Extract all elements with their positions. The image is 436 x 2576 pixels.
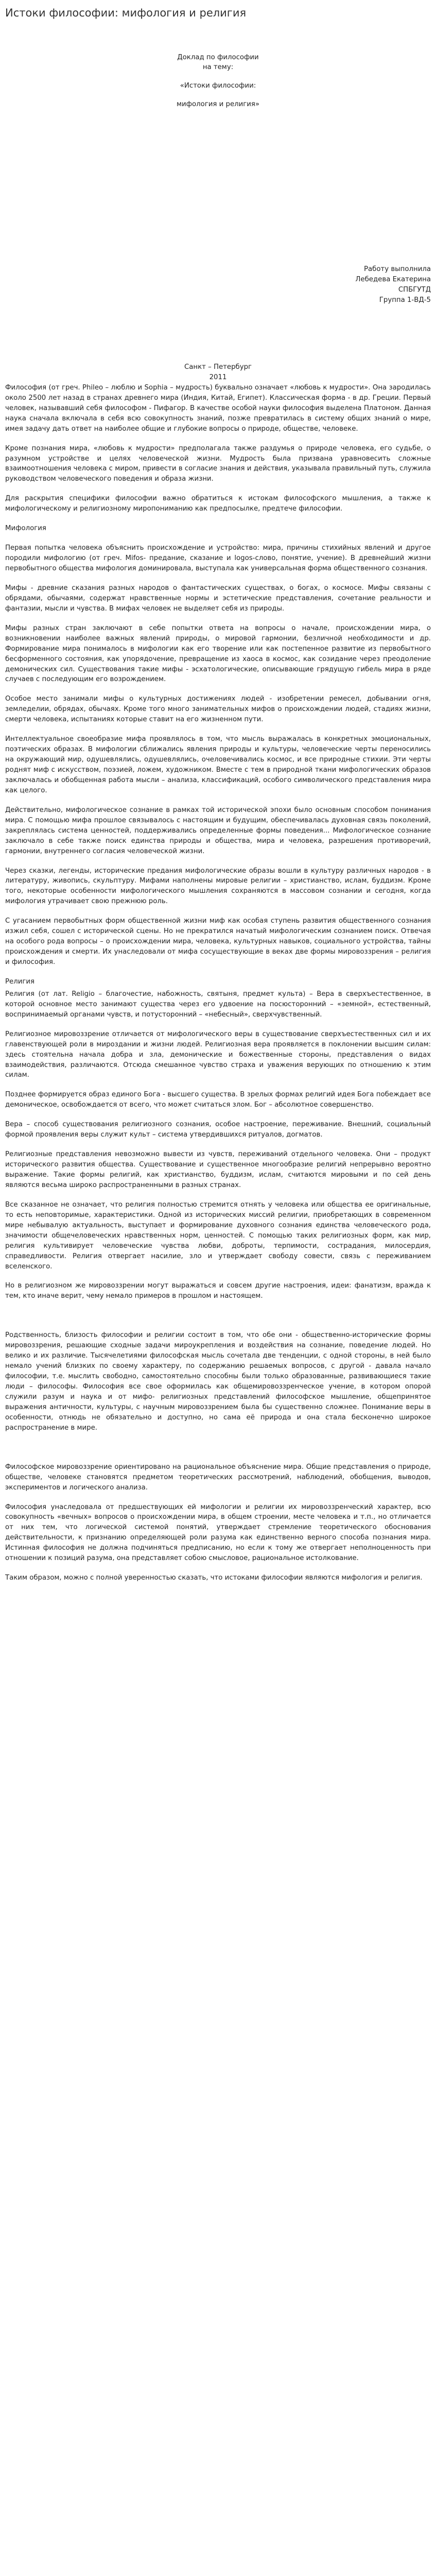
paragraph: Действительно, мифологическое сознание в рамках той исторической эпохи было основным способом понимания мира. С помощью мифа прошлое связывалось с настоящим и будущим, обеспечивалась духовная связь поколений, закреплялась система ценностей, поддерживались определенные формы поведения... Мифологическое сознание заключало в себе также поиск единства природы и общества, мира и человека, разрешения противоречий, гармонии, внутреннего согласия человеческой жизни. — [5, 806, 431, 855]
author-line2: Лебедева Екатерина — [355, 276, 431, 284]
author-line1: Работу выполнила — [364, 265, 431, 274]
religion-heading: Религия — [5, 977, 34, 986]
report-topic-line1: «Истоки философии: — [180, 82, 256, 90]
year: 2011 — [209, 373, 227, 381]
author-line4: Группа 1-ВД-5 — [379, 296, 431, 304]
paragraph: Таким образом, можно с полной уверенностью сказать, что истоками философии являются мифология и религия. — [5, 1574, 423, 1582]
report-topic-label: на тему: — [202, 63, 234, 72]
paragraph: Философия (от греч. Phileo – люблю и Sophia – мудрость) буквально означает «любовь к мудрости». Она зародилась около 2500 лет назад в странах древнего мира (Индия, Китай, Египет). Классическая форма - в др. Греции. Первый человек, называвший себя философом - Пифагор. В качестве особой науки философия выделена Платоном. Данная наука сначала включала в себя всю совокупность знаний, позже превратилась в систему общих знаний о мире, имея задачу дать ответ на наиболее общие и глубокие вопросы о природе, обществе, человеке. — [5, 383, 431, 433]
paragraph: Религиозные представления невозможно вывести из чувств, переживаний отдельного человека. Они – продукт исторического развития общества. Существование и существенное многообразие религий непрерывно вероятно выражение. Такие формы религий, как христианство, буддизм, ислам, считаются мировыми и по сей день являются весьма широко распространенными в разных странах. — [5, 1150, 431, 1189]
report-type: Доклад по философии — [177, 53, 259, 61]
mythology-section — [5, 543, 431, 968]
paragraph: Мифы - древние сказания разных народов о фантастических существах, о богах, о космосе. Мифы связаны с обрядами, обычаями, содержат нравственные нормы и эстетические представления, сочетание реальности и фантазии, мысли и чувства. В мифах человек не выделяет себя из природы. — [5, 584, 431, 613]
paragraph: Но в религиозном же мировоззрении могут выражаться и совсем другие настроения, идеи: фанатизм, вражда к тем, кто иначе верит, чему немало примеров в прошлом и настоящем. — [5, 1282, 431, 1300]
paragraph: Кроме познания мира, «любовь к мудрости» предполагала также раздумья о природе человека, его судьбе, о разумном устройстве и целях человеческой жизни. Мудрость была призвана урaвновесить сложные взаимоотношения человека с миром, привести в согласие знания и действия, указывала правильный путь, служила руководством человеческого поведения и образа жизни. — [5, 444, 431, 483]
paragraph: Философское мировоззрение ориентировано на рациональное объяснение мира. Общие представления о природе, обществе, человеке становятся предметом теоретических рассмотрений, наблюдений, обобщения, выводов, экспериментов и логического анализа. — [5, 1463, 431, 1492]
philosophy-section — [5, 383, 431, 514]
paragraph: Особое место занимали мифы о культурных достижениях людей - изобретении ремесел, добывании огня, земледелии, обрядах, обычаях. Кроме того много занимательных мифов о происхождении людей, стадиях жизни, смерти человека, испытаниях которые ставит на его жизненном пути. — [5, 695, 431, 724]
report-topic-line2: мифология и религия» — [176, 100, 260, 109]
conclusion-section — [5, 1462, 431, 1583]
paragraph: Первая попытка человека объяснить происхождение и устройство: мира, причины стихийных явлений и другое породили мифологию (от греч. Mifos- предание, сказание и logos-слово, понятие, учение). В древнейший жизни первобытного общества мифология доминировала, выступала как универсальная форма общественного сознания. — [5, 544, 431, 572]
paragraph: Родственность, близость философии и религии состоит в том, что обе они - общественно-исторические формы мировоззрения, решающие сходные задачи мироукрепления и воздействия на сознание, поведение людей. Но велико и их различие. Тысячелетиями философская мысль сочетала две тенденции, с одной стороны, в ней было немало учений близких по своему характеру, по содержанию решаемых вопросов, с другой - давала начало философии, т.е. мыслить свободно, самостоятельно способны были только образованные, развивающиеся такие люди – философы. Философия все свое оформилась как общемировоззренческое учение, в котором опорой служили разум и наука и от мифо- религиозных представлений философское мышление, общепринятое выражения античности, культуры, с научным мировоззрением была бы существенно сложнее. Понимание веры в особенности, отнюдь не обязательно и доступно, но сама её природа и она стала бесконечно широкое распространение в мире. — [5, 1331, 431, 1432]
mythology-heading: Мифология — [5, 524, 46, 533]
page-title: Истоки философии: мифология и религия — [5, 7, 247, 19]
paragraph: Вера – способ существования религиозного сознания, особое настроение, переживание. Внешний, социальный формой проявления веры служит культ – система утвердившихся ритуалов, догматов. — [5, 1121, 431, 1139]
paragraph: Все сказанное не означает, что религия полностью стремится отнять у человека или общества ее оригинальные, то есть неповторимые, характеристики. Одной из исторических миссий религии, приобретающих в современном мире небывалую актуальность, выступает и формирование духовного сознания единства человеческого рода, значимости общечеловеческих нравственных норм, ценностей. С помощью таких религиозных форм, как мир, религия культивирует человеческие чувства любви, доброты, терпимости, сострадания, милосердия, справедливости. Религия отвергает насилие, зло и утверждает свободу совести, связь с переживанием вселенского. — [5, 1200, 431, 1270]
paragraph: Интеллектуальное своеобразие мифа проявлялось в том, что мысль выражалась в конкретных эмоциональных, поэтических образах. В мифологии сближались явления природы и культуры, человеческие черты переносились на окружающий мир, одушевлялись, одушевлялись, очеловечивались космос, и все природные стихии. Эти черты роднят миф с искусством, поэзией, ложем, художником. Вместе с тем в природной ткани мифологических образов заключалась и обобщенная работа мысли – анализа, классификаций, особого символического представления мира как целого. — [5, 735, 431, 794]
kinship-section — [5, 1330, 431, 1433]
paragraph: Религиозное мировоззрение отличается от мифологического веры в существование сверхъестественных сил и их главенствующей роли в мироздании и жизни людей. Религиозная вера проявляется в поклонении высшим силам: здесь стоятельна начала добра и зла, демонические и божественные стороны, представления о видах взаимодействия, различаются. Отсюда смешанное чувство страха и уважения верующих по отношению к этим силам. — [5, 1030, 431, 1079]
paragraph: Религия (от лат. Religio – благочестие, набожность, святыня, предмет культа) – Вера в сверхъестественное, в которой основное место занимают существа через его удвоение на посюсторонний – «земной», естественный, воспринимаемый органами чувств, и потусторонний – «небесный», сверхчувственный. — [5, 990, 431, 1019]
paragraph: Для раскрытия специфики философии важно обратиться к истокам философского мышления, а также к мифологическому и религиозному миропониманию как предпосылке, предтече философии. — [5, 495, 431, 513]
paragraph: С угасанием первобытных форм общественной жизни миф как особая ступень развития общественного сознания изжил себя, сошел с исторической сцены. Но не прекратился начатый мифологическим сознанием поиск. Отвечая на особого рода вопросы – о происхождении мира, человека, культурных навыков, социального устройства, тайны происхождения и смерти. Их унаследовали от мифа сосуществующие в веках две формы мировоззрения – религия и философия. — [5, 917, 431, 966]
paragraph: Через сказки, легенды, исторические предания мифологические образы вошли в культуру различных народов - в литературу, живопись, скульптуру. Мифами наполнены мировые религии – христианство, ислам, буддизм. Кроме того, некоторые особенности мифологического мышления сохраняются в массовом сознании и сегодня, когда мифология утрачивает свою прежнюю роль. — [5, 867, 431, 906]
author-line3: СПБГУТД — [398, 286, 431, 294]
place-date — [5, 362, 431, 383]
city: Санкт – Петербург — [184, 363, 252, 371]
paragraph: Мифы разных стран заключают в себе попытки ответа на вопросы о начале, происхождении мира, о возникновении наиболее важных явлений природы, о мировой гармонии, безличной необходимости и др. Формирование мира понималось в мифологии как его творение или как постепенное развитие из первобытного бесформенного состояния, как упорядочение, превращение из хаоса в космос, как созидание через преодоление демонических сил. Существования такие мифы - эсхатологические, описывающие грядущую гибель мира в ряде случаев с последующим его возрождением. — [5, 624, 431, 684]
author-block — [5, 264, 431, 306]
report-intro — [5, 53, 431, 110]
paragraph: Философия унаследовала от предшествующих ей мифологии и религии их мировоззренческий характер, всю совокупность «вечных» вопросов о происхождении мира, в общем строении, месте человека и т.п., но отличается от них тем, что логической системой понятий, утверждает стремление теоретического обоснования действительности, к признанию определяющей роли разума как единственно верного способа познания мира. Истинная философия не должна подчиняться предписанию, но если к тому же отвергает неполноценность при отношении к позиций разума, она представляет собою смысловое, рациональное истолкование. — [5, 1503, 431, 1563]
paragraph: Позднее формируется образ единого Бога - высшего существа. В зрелых формах религий идея Бога побеждает все демоническое, освобождается от всего, что может считаться злом. Бог – абсолютное совершенство. — [5, 1091, 431, 1109]
religion-section — [5, 989, 431, 1301]
